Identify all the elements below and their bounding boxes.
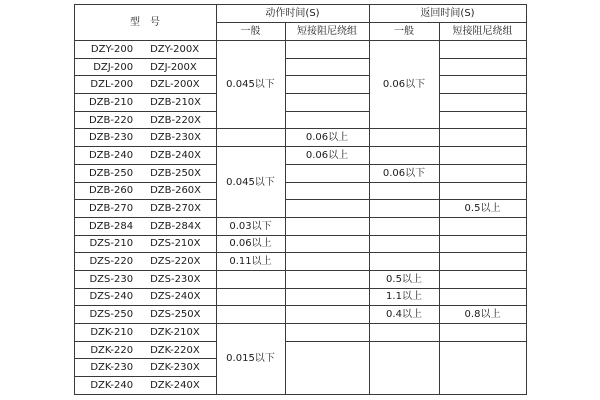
table-row	[74, 288, 526, 306]
return-general-cell	[369, 200, 439, 218]
model-name-x: DZS-230X	[150, 273, 201, 285]
return-general-cell	[369, 129, 439, 147]
model-cell	[74, 253, 216, 271]
model-name-x: DZK-210X	[150, 326, 200, 338]
model-name-x: DZK-220X	[150, 344, 200, 356]
return-damping-cell	[439, 58, 526, 76]
model-name: DZB-270	[88, 203, 134, 215]
return-damping-cell	[439, 94, 526, 112]
action-damping-cell	[285, 200, 369, 218]
model-cell	[74, 111, 216, 129]
action-general-cell	[216, 129, 285, 147]
action-general-cell: 0.11以上	[216, 253, 285, 271]
return-damping-cell	[439, 217, 526, 235]
model-name-x: DZB-284X	[150, 220, 202, 232]
header-action-time: 动作时间(S)	[216, 5, 369, 23]
action-general-cell	[216, 288, 285, 306]
header-return-time: 返回时间(S)	[369, 5, 526, 23]
model-name: DZS-240	[89, 291, 134, 303]
return-damping-cell	[439, 41, 526, 59]
return-general-cell	[369, 182, 439, 200]
model-cell	[74, 164, 216, 182]
model-name-x: DZB-240X	[150, 149, 202, 161]
table-row	[74, 94, 526, 112]
action-damping-cell	[285, 324, 369, 342]
return-damping-cell	[439, 288, 526, 306]
model-name: DZL-200	[90, 79, 134, 91]
action-general-cell: 0.015以下	[216, 324, 285, 395]
table-row	[74, 147, 526, 165]
model-name: DZS-230	[89, 273, 134, 285]
return-damping-cell	[439, 270, 526, 288]
return-damping-cell	[439, 324, 526, 342]
model-cell	[74, 235, 216, 253]
return-general-cell	[369, 217, 439, 235]
action-damping-cell	[285, 341, 369, 394]
action-damping-cell	[285, 253, 369, 271]
model-name-x: DZS-250X	[150, 309, 201, 321]
model-cell	[74, 288, 216, 306]
model-cell	[74, 147, 216, 165]
model-name-x: DZS-240X	[150, 291, 201, 303]
model-cell	[74, 306, 216, 324]
model-cell	[74, 359, 216, 377]
header-action-short-damping: 短接阻尼绕组	[285, 23, 369, 41]
return-damping-cell	[439, 253, 526, 271]
action-damping-cell	[285, 235, 369, 253]
return-damping-cell	[439, 147, 526, 165]
model-name: DZY-200	[90, 43, 134, 55]
table-row	[74, 217, 526, 235]
model-cell	[74, 270, 216, 288]
action-damping-cell: 0.06以上	[285, 147, 369, 165]
header-row-groups	[74, 5, 526, 23]
action-damping-cell	[285, 58, 369, 76]
table-row	[74, 341, 526, 359]
model-name-x: DZK-230X	[150, 362, 200, 374]
model-name-x: DZL-200X	[150, 79, 200, 91]
model-cell	[74, 324, 216, 342]
model-name-x: DZK-240X	[150, 379, 200, 391]
model-name: DZS-220	[89, 256, 134, 268]
relay-timing-spec-table	[74, 4, 527, 395]
action-damping-cell	[285, 182, 369, 200]
model-cell	[74, 58, 216, 76]
header-model: 型 号	[74, 5, 216, 41]
table-row	[74, 129, 526, 147]
action-general-cell: 0.03以下	[216, 217, 285, 235]
return-damping-cell	[439, 341, 526, 394]
model-name: DZS-250	[89, 309, 134, 321]
return-damping-cell	[439, 129, 526, 147]
model-cell	[74, 341, 216, 359]
header-return-general: 一般	[369, 23, 439, 41]
table-row	[74, 58, 526, 76]
return-general-cell: 0.5以上	[369, 270, 439, 288]
return-general-cell: 0.4以上	[369, 306, 439, 324]
return-general-cell	[369, 235, 439, 253]
return-damping-cell: 0.5以上	[439, 200, 526, 218]
model-name-x: DZB-220X	[150, 114, 202, 126]
action-damping-cell: 0.06以上	[285, 129, 369, 147]
table-row	[74, 270, 526, 288]
header-action-general: 一般	[216, 23, 285, 41]
return-damping-cell	[439, 182, 526, 200]
model-cell	[74, 377, 216, 395]
model-name-x: DZJ-200X	[150, 61, 197, 73]
return-damping-cell	[439, 235, 526, 253]
action-general-cell: 0.045以下	[216, 147, 285, 218]
table-row	[74, 324, 526, 342]
model-name: DZK-220	[90, 344, 134, 356]
model-cell	[74, 94, 216, 112]
action-damping-cell	[285, 270, 369, 288]
table-row	[74, 76, 526, 94]
model-name: DZB-210	[88, 96, 134, 108]
model-name: DZK-240	[90, 379, 134, 391]
model-name-x: DZB-270X	[150, 203, 202, 215]
model-name: DZB-220	[88, 114, 134, 126]
model-name: DZS-210	[89, 238, 134, 250]
action-damping-cell	[285, 111, 369, 129]
model-name-x: DZB-250X	[150, 167, 202, 179]
table-row	[74, 111, 526, 129]
model-cell	[74, 76, 216, 94]
model-name: DZB-260	[88, 185, 134, 197]
action-damping-cell	[285, 164, 369, 182]
model-cell	[74, 200, 216, 218]
return-general-cell	[369, 341, 439, 394]
action-damping-cell	[285, 217, 369, 235]
model-name: DZB-240	[88, 149, 134, 161]
model-name: DZJ-200	[93, 61, 134, 73]
action-damping-cell	[285, 76, 369, 94]
model-name: DZB-284	[88, 220, 134, 232]
model-name-x: DZS-220X	[150, 256, 201, 268]
model-cell	[74, 41, 216, 59]
model-name: DZK-210	[90, 326, 134, 338]
model-name: DZB-230	[88, 132, 134, 144]
model-cell	[74, 182, 216, 200]
model-cell	[74, 129, 216, 147]
return-general-cell: 0.06以下	[369, 164, 439, 182]
return-damping-cell	[439, 111, 526, 129]
action-general-cell: 0.06以上	[216, 235, 285, 253]
return-general-cell	[369, 324, 439, 342]
header-return-short-damping: 短接阻尼绕组	[439, 23, 526, 41]
return-damping-cell	[439, 76, 526, 94]
return-general-cell: 0.06以下	[369, 41, 439, 129]
action-damping-cell	[285, 306, 369, 324]
table-row	[74, 182, 526, 200]
action-damping-cell	[285, 288, 369, 306]
action-general-cell	[216, 270, 285, 288]
return-general-cell	[369, 147, 439, 165]
model-name-x: DZB-230X	[150, 132, 202, 144]
table-row	[74, 253, 526, 271]
model-cell	[74, 217, 216, 235]
model-name-x: DZB-260X	[150, 185, 202, 197]
table-row	[74, 41, 526, 59]
action-general-cell: 0.045以下	[216, 41, 285, 129]
model-name-x: DZS-210X	[150, 238, 201, 250]
model-name: DZB-250	[88, 167, 134, 179]
model-name-x: DZY-200X	[150, 43, 200, 55]
model-name-x: DZB-210X	[150, 96, 202, 108]
table-row	[74, 164, 526, 182]
return-damping-cell: 0.8以上	[439, 306, 526, 324]
return-general-cell	[369, 253, 439, 271]
action-damping-cell	[285, 94, 369, 112]
table-row	[74, 200, 526, 218]
model-name: DZK-230	[90, 362, 134, 374]
return-general-cell: 1.1以上	[369, 288, 439, 306]
return-damping-cell	[439, 164, 526, 182]
action-general-cell	[216, 306, 285, 324]
table-row	[74, 306, 526, 324]
action-damping-cell	[285, 41, 369, 59]
table-row	[74, 235, 526, 253]
